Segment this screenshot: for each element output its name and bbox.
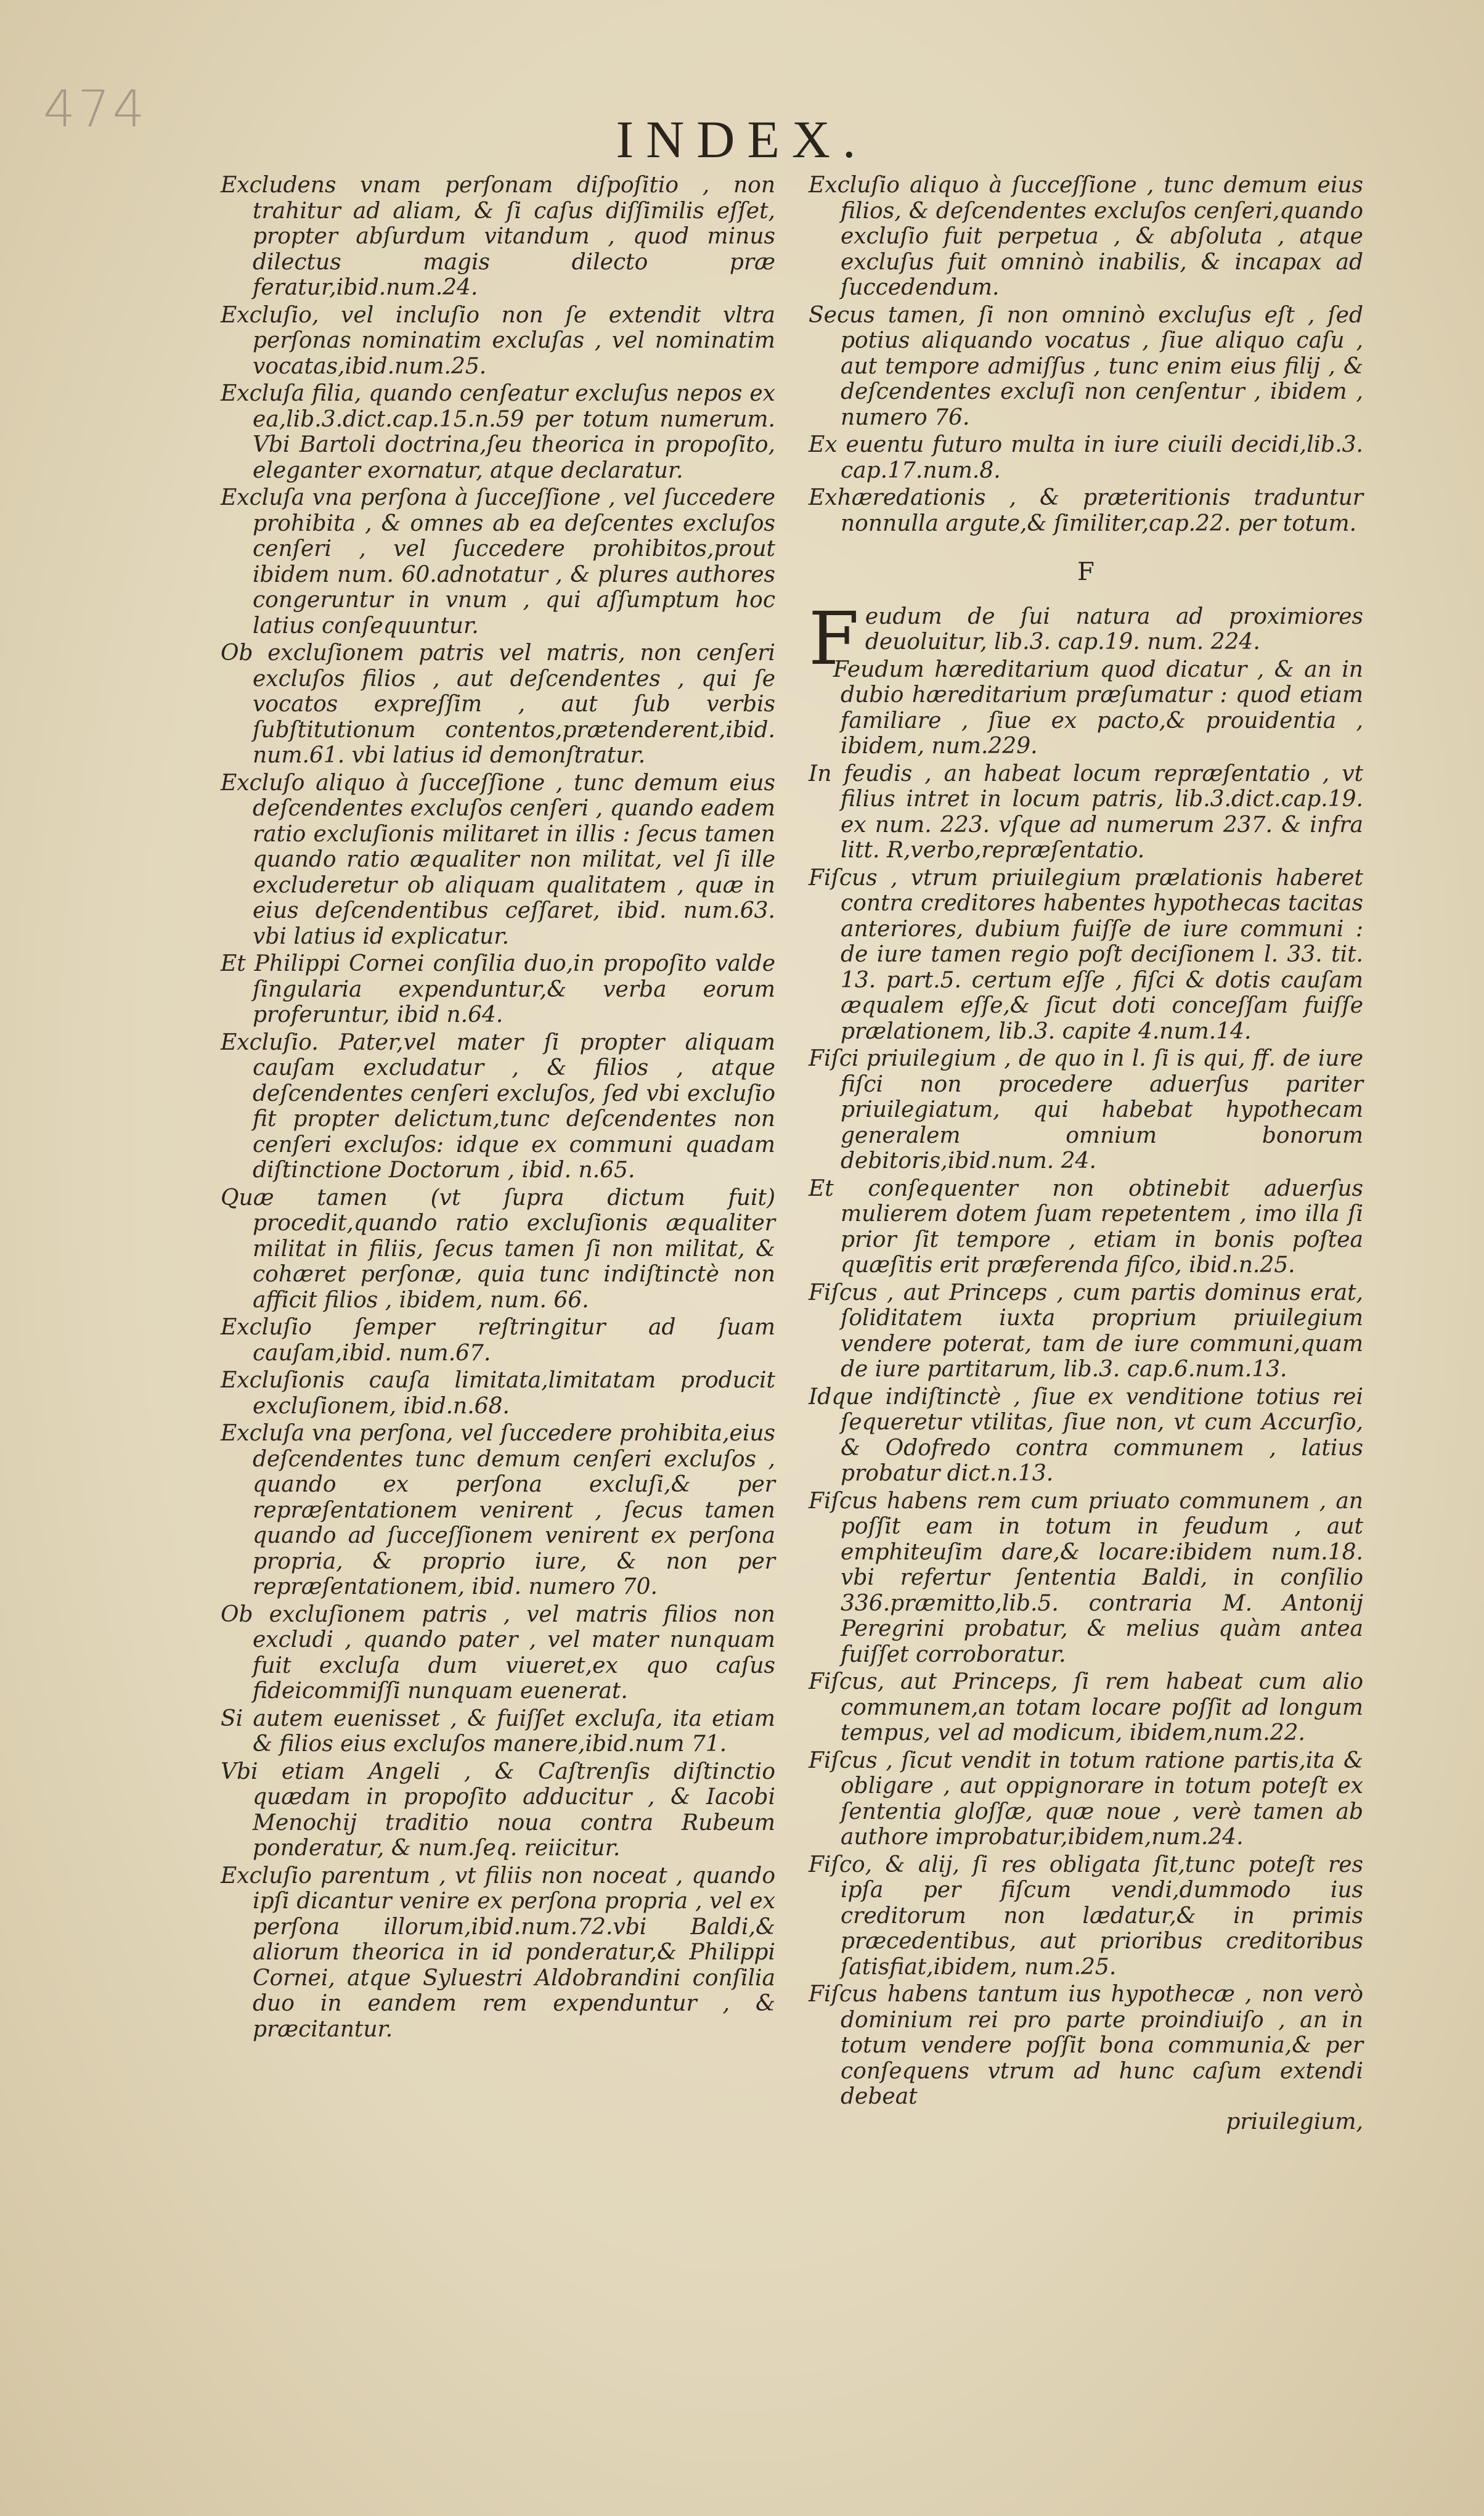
first-entry-text: eudum de ſui natura ad proximiores deuoluitur, lib.3. cap.19. num. 224. [865, 603, 1363, 655]
index-entry: Idque indiſtinctè , ſiue ex venditione totius rei ſequeretur vtilitas, ſiue non, vt cum Accurſio, & Odofredo contra communem , latius probatur dict.n.13. [809, 1384, 1363, 1486]
left-column [221, 173, 775, 2044]
drop-cap: F [809, 595, 859, 681]
index-entry: Fiſcus habens rem cum priuato communem , an poſſit eam in totum in feudum , aut emphiteuſim dare,& locare:ibidem num.18. vbi refertur ſententia Baldi, in conſilio 336.præmitto,lib.5. contraria M. Antonij Peregrini probatur, & melius quàm antea fuiſſet corroboratur. [809, 1488, 1363, 1667]
index-entry: Excluſa vna perſona, vel ſuccedere prohibita,eius deſcendentes tunc demum cenſeri excluſos , quando ex perſona excluſi,& per repræſentationem venirent , ſecus tamen quando ad ſucceſſionem venirent ex perſona propria, & proprio iure, & non per repræſentationem, ibid. numero 70. [221, 1421, 775, 1599]
index-entry: Et conſequenter non obtinebit aduerſus mulierem dotem ſuam repetentem , imo illa ſi prior ſit tempore , etiam in bonis poſtea quæſitis erit præferenda fiſco, ibid.n.25. [809, 1175, 1363, 1278]
index-entry: Excluſio ſemper reſtringitur ad ſuam cauſam,ibid. num.67. [221, 1315, 775, 1366]
index-entry: Ob excluſionem patris , vel matris filios non excludi , quando pater , vel mater nunquam fuit excluſa dum viueret,ex quo caſus fideicommiſſi nunquam euenerat. [221, 1601, 775, 1704]
section-letter: F [1077, 558, 1095, 586]
catchword: priuilegium, [1226, 2109, 1363, 2134]
index-entry: Excludens vnam perſonam diſpoſitio , non trahitur ad aliam, & ſi caſus diſſimilis eſſet, propter abſurdum vitandum , quod minus dilectus magis dilecto præ feratur,ibid.num.24. [221, 173, 775, 300]
index-entry: Excluſio, vel incluſio non ſe extendit vltra perſonas nominatim excluſas , vel nominatim vocatas,ibid.num.25. [221, 302, 775, 379]
index-entry: Excluſio aliquo à ſucceſſione , tunc demum eius filios, & deſcendentes excluſos cenſeri,quando excluſio fuit perpetua , & abſoluta , atque excluſus fuit omninò inabilis, & incapax ad ſuccedendum. [809, 173, 1363, 300]
index-entry: Secus tamen, ſi non omninò excluſus eſt , ſed potius aliquando vocatus , ſiue aliquo caſu , aut tempore admiſſus , tunc enim eius filij , & deſcendentes excluſi non cenſentur , ibidem , numero 76. [809, 302, 1363, 430]
index-entry: Fiſcus , ſicut vendit in totum ratione partis,ita & obligare , aut oppignorare in totum poteſt ex ſententia gloſſæ, quæ noue , verè tamen ab authore improbatur,ibidem,num.24. [809, 1747, 1363, 1850]
index-entry: Quæ tamen (vt ſupra dictum fuit) procedit,quando ratio excluſionis æqualiter militat in filiis, ſecus tamen ſi non militat, & cohæret perſonæ, quia tunc indiſtinctè non afficit filios , ibidem, num. 66. [221, 1185, 775, 1313]
index-entry: Excluſio. Pater,vel mater ſi propter aliquam cauſam excludatur , & filios , atque deſcendentes cenſeri excluſos, ſed vbi excluſio fit propter delictum,tunc deſcendentes non cenſeri excluſos: idque ex communi quadam diſtinctione Doctorum , ibid. n.65. [221, 1029, 775, 1183]
index-entry: Excluſa vna perſona à ſucceſſione , vel ſuccedere prohibita , & omnes ab ea deſcentes excluſos cenſeri , vel ſuccedere prohibitos,prout ibidem num. 60.adnotatur , & plures authores congeruntur in vnum , qui aſſumptum hoc latius conſequuntur. [221, 485, 775, 639]
index-entry: Ob excluſionem patris vel matris, non cenſeri excluſos filios , aut deſcendentes , qui ſe vocatos expreſſim , aut ſub verbis ſubſtitutionum contentos,prætenderent,ibid. num.61. vbi latius id demonſtratur. [221, 640, 775, 768]
index-entry: Feudum hæreditarium quod dicatur , & an in dubio hæreditarium præſumatur : quod etiam familiare , ſiue ex pacto,& prouidentia , ibidem, num.229. [833, 656, 1363, 759]
index-entry: In feudis , an habeat locum repræſentatio , vt filius intret in locum patris, lib.3.dict.cap.19. ex num. 223. vſque ad numerum 237. & infra litt. R,verbo,repræſentatio. [809, 761, 1363, 863]
index-entry: Excluſionis cauſa limitata,limitatam producit excluſionem, ibid.n.68. [221, 1368, 775, 1419]
right-column [809, 173, 1363, 2134]
index-entry: Fiſci priuilegium , de quo in l. ſi is qui, ff. de iure fiſci non procedere aduerſus pariter priuilegiatum, qui habebat hypothecam generalem omnium bonorum debitoris,ibid.num. 24. [809, 1046, 1363, 1174]
index-entry: Fiſcus, aut Princeps, ſi rem habeat cum alio communem,an totam locare poſſit ad longum tempus, vel ad modicum, ibidem,num.22. [809, 1669, 1363, 1746]
index-entry: Et Philippi Cornei conſilia duo,in propoſito valde ſingularia expenduntur,& verba eorum proferuntur, ibid n.64. [221, 951, 775, 1027]
index-entry: Vbi etiam Angeli , & Caſtrenſis diſtinctio quædam in propoſito adducitur , & Iacobi Menochij traditio noua contra Rubeum ponderatur, & num.ſeq. reiicitur. [221, 1758, 775, 1861]
index-entry: Si autem euenisset , & fuiſſet excluſa, ita etiam & filios eius excluſos manere,ibid.num 71. [221, 1705, 775, 1757]
pencil-page-number: 474 [43, 80, 147, 139]
index-entry-first [809, 595, 1363, 681]
index-entry: Fiſcus , vtrum priuilegium prælationis haberet contra creditores habentes hypothecas tacitas anteriores, dubium fuiſſe de iure communi : de iure tamen regio poſt deciſionem l. 33. tit. 13. part.5. certum eſſe , fiſci & dotis cauſam æqualem eſſe,& ſicut doti conceſſam fuiſſe prælationem, lib.3. capite 4.num.14. [809, 865, 1363, 1044]
index-entry: Excluſio parentum , vt filiis non noceat , quando ipſi dicantur venire ex perſona propria , vel ex perſona illorum,ibid.num.72.vbi Baldi,& aliorum theorica in id ponderatur,& Philippi Cornei, atque Syluestri Aldobrandini conſilia duo in eandem rem expenduntur , & præcitantur. [221, 1863, 775, 2042]
index-entry: Fiſco, & alij, ſi res obligata ſit,tunc poteſt res ipſa per fiſcum vendi,dummodo ius creditorum non lædatur,& in primis præcedentibus, aut prioribus creditoribus ſatisfiat,ibidem, num.25. [809, 1852, 1363, 1980]
index-entry: Fiſcus habens tantum ius hypothecæ , non verò dominium rei pro parte proindiuiſo , an in totum vendere poſſit bona communia,& per conſequens vtrum ad hunc caſum extendi debeat [809, 1982, 1363, 2109]
index-entry: Exhæredationis , & præteritionis traduntur nonnulla argute,& ſimiliter,cap.22. per totum. [809, 485, 1363, 536]
index-entry: Ex euentu futuro multa in iure ciuili decidi,lib.3. cap.17.num.8. [809, 432, 1363, 483]
index-entry: Fiſcus , aut Princeps , cum partis dominus erat, ſoliditatem iuxta proprium priuilegium vendere poterat, tam de iure communi,quam de iure partitarum, lib.3. cap.6.num.13. [809, 1280, 1363, 1382]
index-entry: Excluſo aliquo à ſucceſſione , tunc demum eius deſcendentes excluſos cenſeri , quando eadem ratio excluſionis militaret in illis : ſecus tamen quando ratio æqualiter non militat, vel ſi ille excluderetur ob aliquam qualitatem , quæ in eius deſcendentibus ceſſaret, ibid. num.63. vbi latius id explicatur. [221, 770, 775, 949]
index-entry: Excluſa filia, quando cenſeatur excluſus nepos ex ea,lib.3.dict.cap.15.n.59 per totum numerum. Vbi Bartoli doctrina,ſeu theorica in propoſito, eleganter exornatur, atque declaratur. [221, 381, 775, 483]
page-header: INDEX. [616, 110, 868, 169]
